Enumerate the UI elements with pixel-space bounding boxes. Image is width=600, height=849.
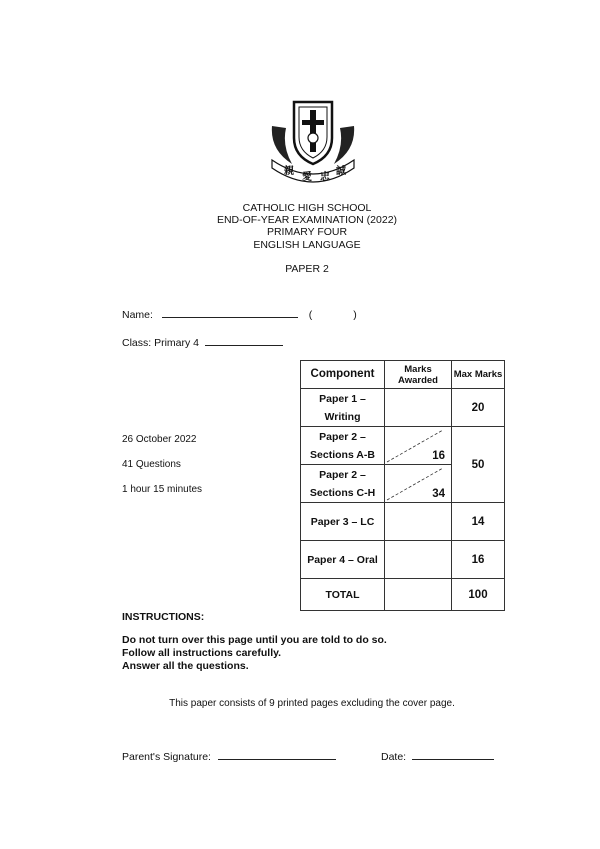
signature-label: Parent's Signature:: [122, 751, 211, 763]
header-component: Component: [301, 361, 385, 389]
index-open: (: [308, 309, 313, 321]
instruction-line: Do not turn over this page until you are told to do so.: [122, 634, 387, 646]
class-label: Class: Primary 4: [122, 337, 200, 349]
max-cell: 20: [452, 389, 505, 427]
instructions-heading: INSTRUCTIONS:: [122, 611, 205, 623]
awarded-value: 16: [432, 450, 445, 462]
class-line[interactable]: [205, 334, 283, 346]
total-max: 100: [452, 579, 505, 611]
awarded-cell: [385, 389, 452, 427]
school-crest: [266, 98, 360, 186]
index-close: ): [353, 309, 357, 321]
awarded-cell: [385, 541, 452, 579]
max-cell: 14: [452, 503, 505, 541]
table-row: [301, 503, 505, 541]
school-name: CATHOLIC HIGH SCHOOL: [242, 202, 372, 214]
instruction-line: Follow all instructions carefully.: [122, 647, 282, 659]
component-cell: Paper 2 – Sections C-H: [301, 465, 385, 503]
svg-text:忠: 忠: [320, 172, 330, 183]
subject-title: ENGLISH LANGUAGE: [253, 239, 361, 251]
instruction-line: Answer all the questions.: [122, 660, 249, 672]
total-label: TOTAL: [301, 579, 385, 611]
component-cell: Paper 3 – LC: [301, 503, 385, 541]
marks-table: [300, 360, 505, 611]
name-label: Name:: [122, 309, 153, 321]
awarded-value: 34: [432, 488, 445, 500]
date-field[interactable]: [381, 748, 494, 763]
awarded-cell: [385, 503, 452, 541]
question-count: 41 Questions: [122, 459, 181, 470]
date-label: Date:: [381, 751, 407, 763]
class-field[interactable]: [122, 334, 283, 349]
svg-text:誠: 誠: [336, 166, 346, 177]
table-row: [301, 427, 505, 465]
table-row: [301, 541, 505, 579]
exam-title: END-OF-YEAR EXAMINATION (2022): [216, 214, 398, 226]
level-title: PRIMARY FOUR: [266, 226, 348, 238]
header-marks-awarded: Marks Awarded: [385, 361, 452, 389]
exam-duration: 1 hour 15 minutes: [122, 484, 203, 495]
table-row: [301, 389, 505, 427]
svg-text:親: 親: [284, 166, 294, 177]
svg-text:愛: 愛: [302, 172, 312, 183]
component-cell: Paper 4 – Oral: [301, 541, 385, 579]
name-field[interactable]: [122, 306, 357, 321]
awarded-cell: [385, 427, 452, 465]
component-cell: Paper 2 – Sections A-B: [301, 427, 385, 465]
total-awarded-cell: [385, 579, 452, 611]
awarded-cell: [385, 465, 452, 503]
pages-note: This paper consists of 9 printed pages excluding the cover page.: [169, 698, 455, 709]
name-line[interactable]: [162, 306, 298, 318]
table-header-row: [301, 361, 505, 389]
paper-title: PAPER 2: [285, 263, 329, 275]
total-row: [301, 579, 505, 611]
signature-field[interactable]: [122, 748, 336, 763]
signature-line[interactable]: [218, 748, 336, 760]
max-cell: 50: [452, 427, 505, 503]
header-max-marks: Max Marks: [452, 361, 505, 389]
date-line[interactable]: [412, 748, 494, 760]
component-cell: Paper 1 – Writing: [301, 389, 385, 427]
max-cell: 16: [452, 541, 505, 579]
exam-date: 26 October 2022: [122, 434, 197, 445]
